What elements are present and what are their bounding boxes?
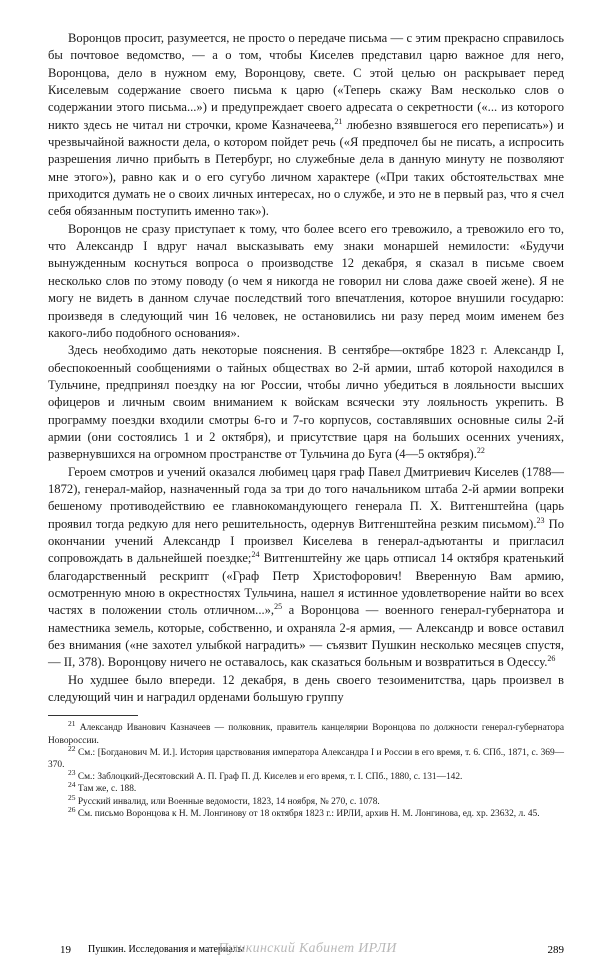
footnote [48,792,564,808]
footnote [48,780,564,795]
footnote [48,804,564,820]
running-title: Пушкин. Исследования и материалы [88,944,245,955]
text-segment: Воронцов не сразу приступает к тому, что более всего его тревожило, а тревожило его то, что Александр I вдруг начал высказывать ему знаки монаршей немилости: «Будучи вынужденным коснуться вопроса о производстве 12 декабря, я сказал в письме своем несколько слов по этому поводу (о чем я никогда не говорил ни слова даже своей жене). Я не могу не видеть в данном случае последствий того впечатления, которое внушили государю: произведя в следующий чин 16 человек, не остановились ни разу перед моим именем без какого-либо подобного основания». [48,221,564,340]
footnote-text: Александр Иванович Казначеев — полковник, правитель канцелярии Воронцова по должности генерал-губернатора Новороссии. [48,723,565,746]
footnote-ref: 21 [334,116,343,126]
footnote-number: 22 [68,743,76,753]
footnote [48,768,564,783]
footnote-ref: 25 [274,602,283,612]
footnote-ref: 24 [251,550,260,560]
footnote-number: 26 [68,804,76,814]
text-segment: Героем смотров и учений оказался любимец царя граф Павел Дмитриевич Киселев (1788—1872), генерал-майор, назначенный года за три до того начальником штаба 2-й армии вопреки бешеному противодействию ее главнокомандующего генерала П. Х. Витгенштейна (царь проявил тогда редкую для него решительность, одернув Витгенштейна резким письмом). [48,464,564,531]
footnotes [48,719,565,820]
signature-mark: 19 [60,944,71,956]
main-text [48,30,564,706]
footnote-text: См.: [Богданович М. И.]. История царствования императора Александра I и России в его время, т. 6. СПб., 1871, с. 369—370. [48,747,565,771]
paragraph [48,342,564,463]
footnote-text: См.: Заблоцкий-Десятовский А. П. Граф П. Д. Киселев и его время, т. I. СПб., 1880, с. 131—142. [77,772,463,783]
paragraph [48,464,564,672]
text-segment: Воронцов просит, разумеется, не просто о передаче письма — с этим прекрасно справилось бы почтовое ведомство, — а о том, чтобы Киселев представил царю важное для него, Воронцова, дело в нужном ему, Воронцову, свете. С этой целью он раскрывает перед Киселевым содержание своего письма к царю («Теперь скажу Вам несколько слов о содержании этого письма...») и предупреждает своего адресата о секретности («... из которого никто здесь не читал ни строчки, кроме Казначеева, [48,31,564,132]
page-footer [48,941,564,960]
text-segment: Здесь необходимо дать некоторые пояснения. В сентябре—октябре 1823 г. Александр I, обеспокоенный сообщениями о тайных обществах во 2-й армии, штаб которой находился в Тульчине, предпринял поездку на юг России, чтобы лично убедиться в лояльности высших офицеров и личным своим вниманием к войскам всячески эту лояльность укрепить. В программу поездки входили смотры 6-го и 7-го корпусов, составлявших основные силы 2-й армии (они состоялись 1 и 2 октября), и присутствие царя на больших осенних учениях, развернувшихся на огромном пространстве от Тульчина до Буга (4—5 октября). [48,343,564,462]
footnote [48,719,565,746]
paragraph [48,30,564,221]
footnote-number: 23 [68,768,76,778]
footnote-text: Там же, с. 188. [77,784,137,795]
paragraph [48,221,564,342]
footnote-text: Русский инвалид, или Военные ведомости, 1823, 14 ноября, № 270, с. 1078. [77,796,380,807]
footnote-number: 25 [68,792,76,802]
text-segment: любезно взявшегося его переписать») и чрезвычайной важности дела, о котором пойдет речь («Я предпочел бы не писать, а испросить разрешения лично прибыть в Петербург, но служебные дела в данную минуту не позволяют мне этого»), равно как и о его сугубо личном характере («При таких обстоятельствах мне приходится думать не о своих личных интересах, но о службе, и это не в первый раз, что я счел себя обязанным поступить именно так»). [48,117,564,219]
text-segment: а Воронцова — военного генерал-губернатора и наместника земель, которые, собственно, и охраняла 2-я армия, — Александр и вовсе оставил без внимания («не захотел улыбкой наградить» — съязвит Пушкин несколько месяцев спустя, — II, 378). Воронцову ничего не оставалось, как сказаться больным и возвратиться в Одессу. [48,603,564,670]
footnote-ref: 26 [547,654,556,664]
footnote-number: 21 [68,719,76,729]
page-number: 289 [547,944,564,956]
footnote-text: См. письмо Воронцова к Н. М. Лонгинову от 18 октября 1823 г.: ИРЛИ, архив Н. М. Лонгинова, ед. хр. 23632, л. 45. [77,808,540,819]
footnote-separator [48,715,138,716]
text-segment: Витгенштейну же царь отписал 14 октября кратенький благодарственный рескрипт («Граф Петр Христофорович! Вверенную Вам армию, осмотренную мною в окрестностях Тульчина, нашел я истинное удовлетворение найти во всех частях в положении столь отличном...», [48,551,564,618]
watermark: Пушкинский Кабинет ИРЛИ [218,941,397,956]
footnote-number: 24 [68,780,76,790]
text-segment: По окончании учений Александр I произвел Киселева в генерал-адъютанты и пригласил сопровождать в дальнейшей поездке; [48,516,564,566]
paragraph [48,672,564,707]
footnote [48,743,565,771]
text-segment: Но худшее было впереди. 12 декабря, в день своего тезоименитства, царь произвел в следующий чин и наградил орденами большую группу [48,672,564,705]
footnote-ref: 23 [536,515,545,525]
footnote-ref: 22 [476,446,485,456]
